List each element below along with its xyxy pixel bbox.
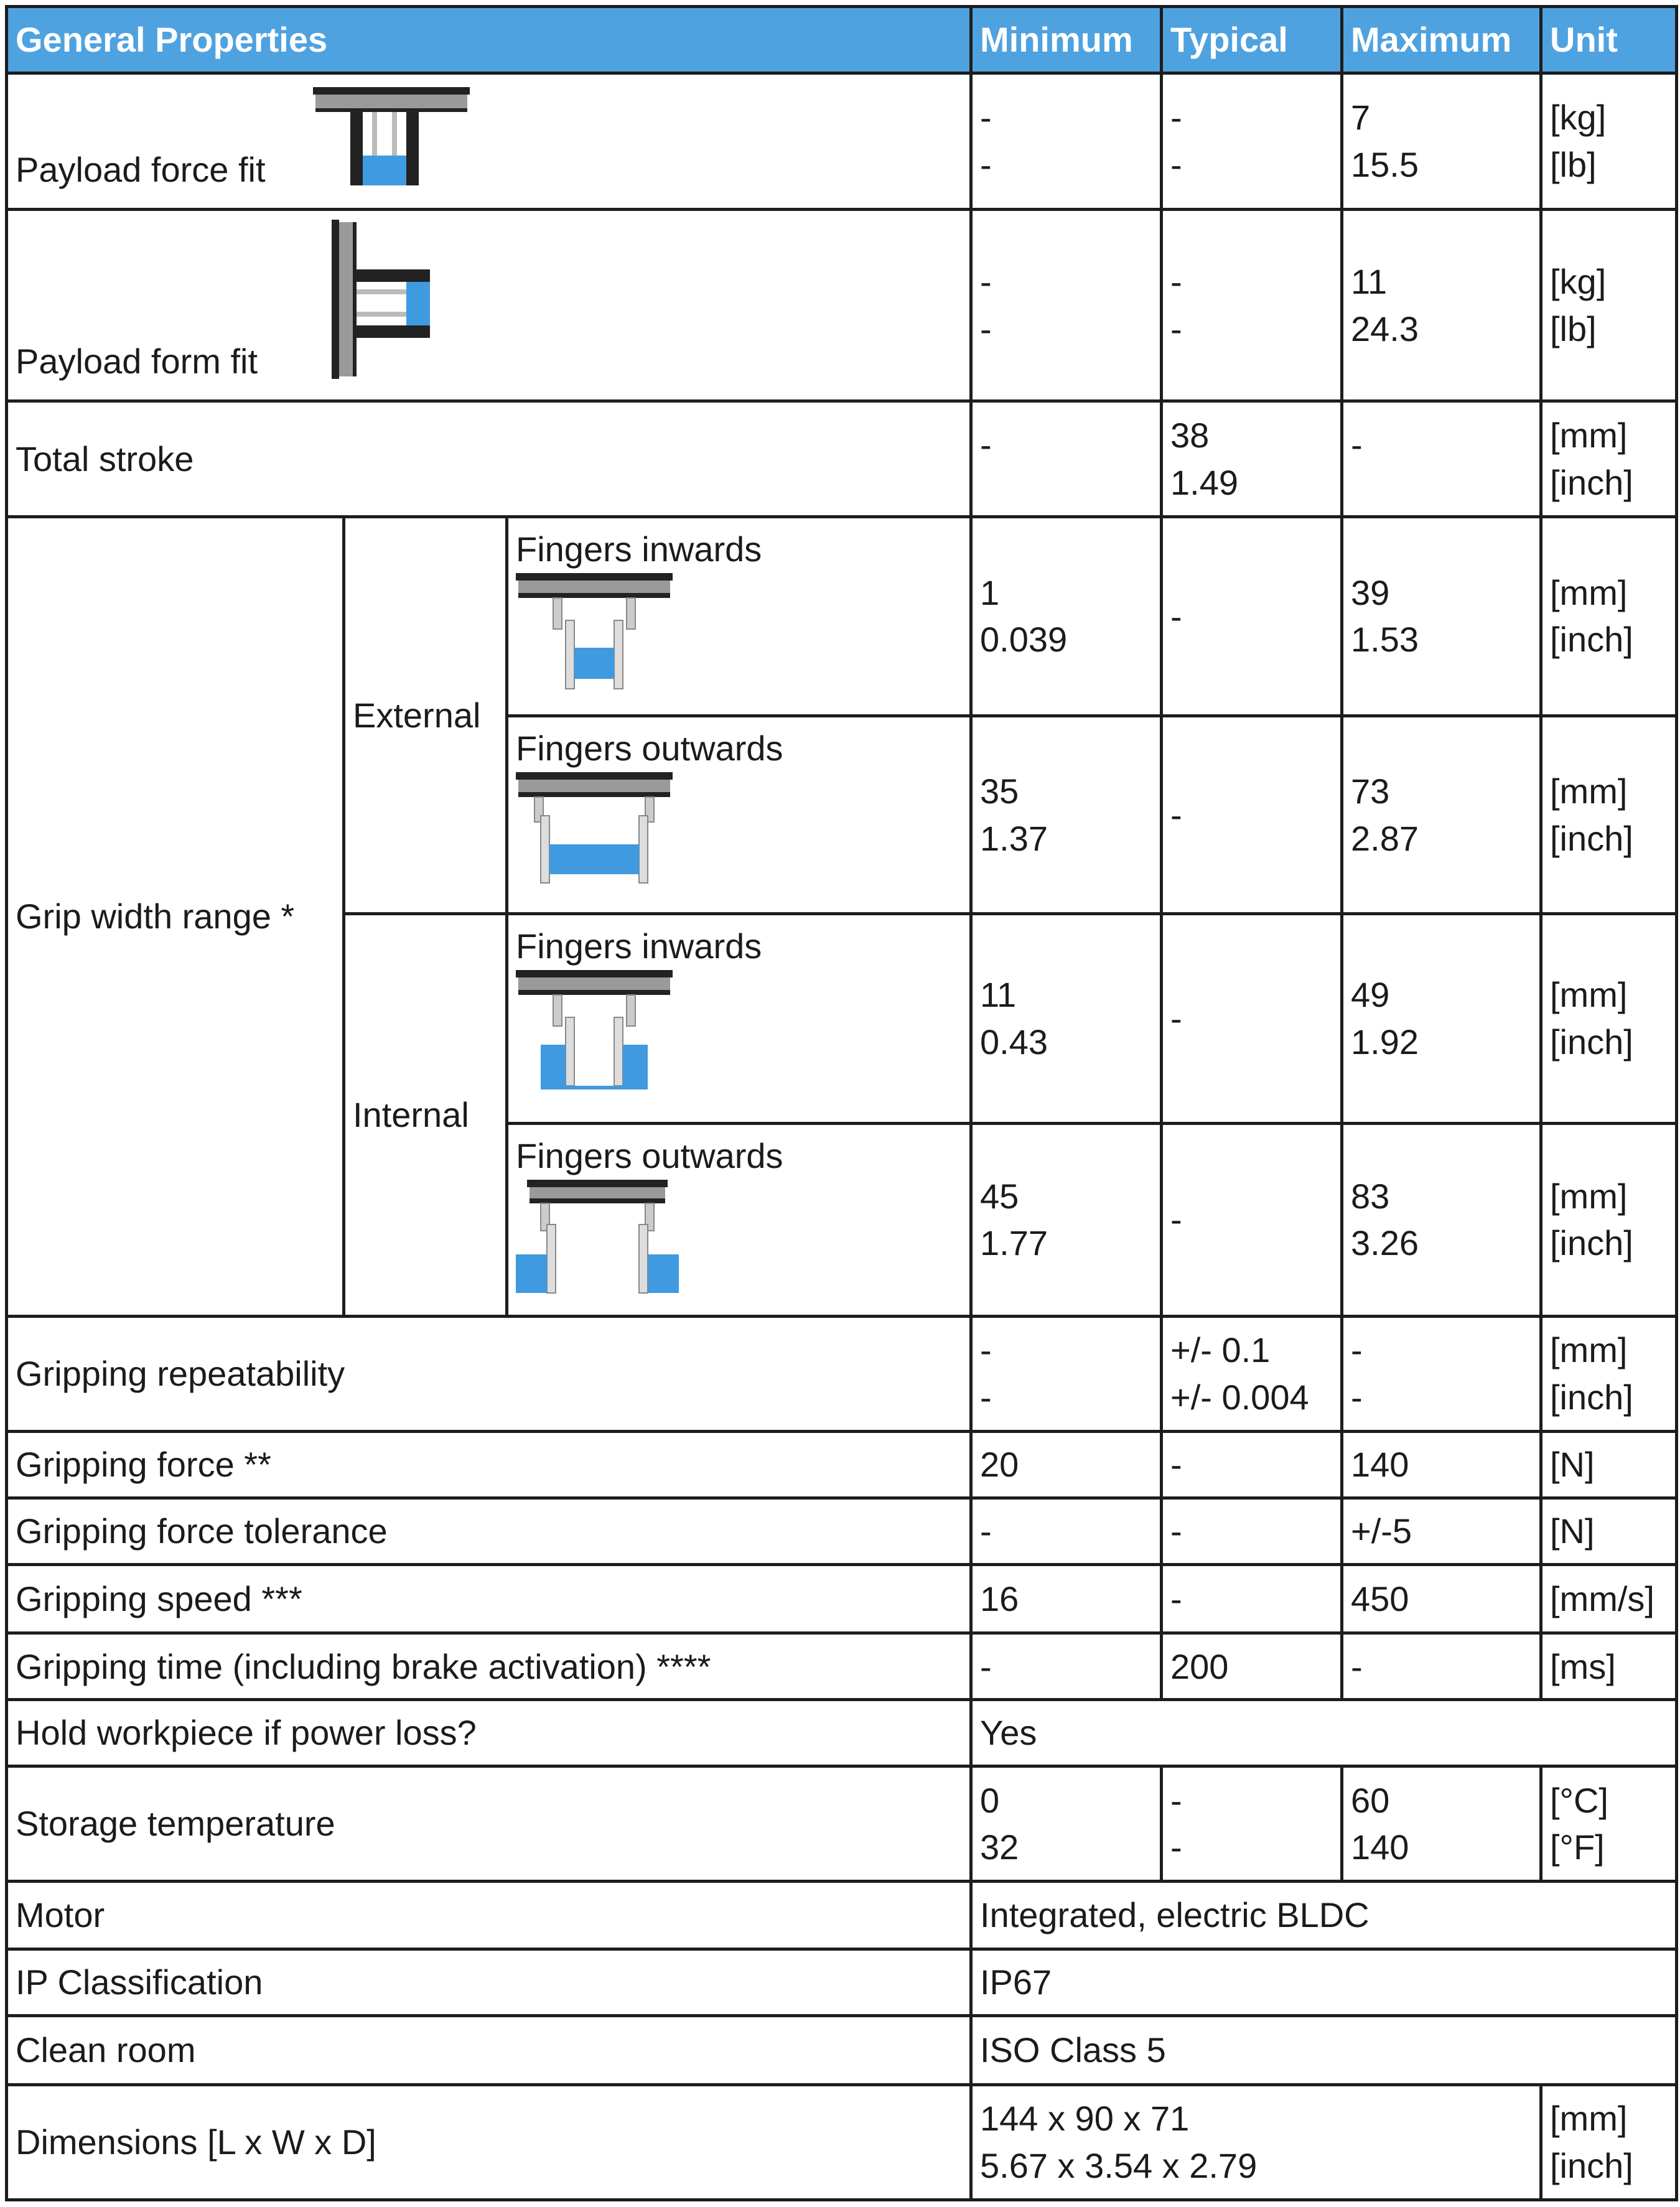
repeatability-unit: [1541, 1316, 1677, 1431]
unit-line: [mm]: [1550, 2099, 1628, 2139]
motor-value: Integrated, electric BLDC: [971, 1882, 1677, 1949]
value-line: 144 x 90 x 71: [980, 2099, 1190, 2139]
force-typ: -: [1162, 1432, 1342, 1498]
repeatability-min: [971, 1316, 1162, 1431]
payload-force-fit-label: Payload force fit: [16, 149, 266, 189]
payload-force-fit-cell: [7, 73, 971, 210]
row-gripping-force-tolerance: [7, 1498, 1677, 1564]
force-label: Gripping force **: [7, 1432, 971, 1498]
unit-line: [kg]: [1550, 262, 1607, 302]
storage-typ: [1162, 1766, 1342, 1881]
value-line: 0: [980, 1780, 1000, 1820]
storage-min: [971, 1766, 1162, 1881]
unit-line: [inch]: [1550, 818, 1633, 858]
ext-out-label: Fingers outwards: [516, 729, 783, 768]
ip-label: IP Classification: [7, 1949, 971, 2016]
gripper-internal-inwards-icon: [516, 970, 678, 1094]
repeatability-max: [1342, 1316, 1541, 1431]
row-dimensions: [7, 2084, 1677, 2200]
unit-line: [inch]: [1550, 620, 1633, 660]
value-line: -: [1170, 309, 1182, 348]
value-line: 3.26: [1351, 1223, 1419, 1263]
general-properties-table: [5, 5, 1678, 2201]
header-maximum: Maximum: [1342, 7, 1541, 73]
unit-line: [mm]: [1550, 1330, 1628, 1370]
header-general-properties: General Properties: [7, 7, 971, 73]
row-gripping-force: [7, 1432, 1677, 1498]
value-line: 5.67 x 3.54 x 2.79: [980, 2145, 1258, 2185]
row-clean-room: [7, 2015, 1677, 2084]
header-row: [7, 7, 1677, 73]
clean-value: ISO Class 5: [971, 2015, 1677, 2084]
value-line: 49: [1351, 975, 1390, 1015]
row-motor: [7, 1882, 1677, 1949]
total-stroke-typ: [1162, 401, 1342, 516]
value-line: 1.37: [980, 818, 1048, 858]
value-line: 35: [980, 772, 1019, 811]
value-line: -: [1170, 98, 1182, 138]
row-payload-form-fit: [7, 210, 1677, 401]
unit-line: [inch]: [1550, 1378, 1633, 1417]
speed-label: Gripping speed ***: [7, 1564, 971, 1633]
unit-line: [mm]: [1550, 975, 1628, 1015]
int-in-min: [971, 914, 1162, 1123]
ext-out-unit: [1541, 716, 1677, 914]
payload-force-fit-typ: [1162, 73, 1342, 210]
speed-max: 450: [1342, 1564, 1541, 1633]
force-tol-unit: [N]: [1541, 1498, 1677, 1564]
grip-external-label: External: [344, 516, 507, 914]
clean-label: Clean room: [7, 2015, 971, 2084]
value-line: 11: [1351, 262, 1388, 302]
value-line: 2.87: [1351, 818, 1419, 858]
value-line: -: [1170, 1780, 1182, 1820]
value-line: 1.53: [1351, 620, 1419, 660]
ext-in-label: Fingers inwards: [516, 529, 762, 569]
time-typ: 200: [1162, 1633, 1342, 1700]
ext-out-typ: -: [1162, 716, 1342, 914]
total-stroke-label: Total stroke: [7, 401, 971, 516]
value-line: 15.5: [1351, 145, 1419, 185]
int-out-cell: [507, 1123, 971, 1316]
unit-line: [inch]: [1550, 2145, 1633, 2185]
gripper-internal-outwards-icon: [516, 1180, 684, 1298]
speed-typ: -: [1162, 1564, 1342, 1633]
unit-line: [kg]: [1550, 98, 1607, 138]
row-hold-workpiece: [7, 1700, 1677, 1766]
time-label: Gripping time (including brake activation) ****: [7, 1633, 971, 1700]
value-line: -: [1170, 1827, 1182, 1867]
value-line: -: [1351, 1330, 1363, 1370]
int-out-min: [971, 1123, 1162, 1316]
unit-line: [°F]: [1550, 1827, 1605, 1867]
value-line: 140: [1351, 1827, 1409, 1867]
int-in-max: [1342, 914, 1541, 1123]
unit-line: [°C]: [1550, 1780, 1608, 1820]
total-stroke-max: -: [1342, 401, 1541, 516]
int-out-typ: -: [1162, 1123, 1342, 1316]
value-line: 39: [1351, 572, 1390, 612]
value-line: -: [1170, 145, 1182, 185]
ext-in-typ: -: [1162, 516, 1342, 716]
value-line: 0.43: [980, 1022, 1048, 1062]
dims-unit: [1541, 2084, 1677, 2200]
payload-form-fit-unit: [1541, 210, 1677, 401]
value-line: 32: [980, 1827, 1019, 1867]
grip-internal-label: Internal: [344, 914, 507, 1317]
payload-form-fit-min: [971, 210, 1162, 401]
force-tol-max: +/-5: [1342, 1498, 1541, 1564]
payload-form-fit-label: Payload form fit: [16, 341, 258, 381]
row-grip-external-inwards: [7, 516, 1677, 716]
force-min: 20: [971, 1432, 1162, 1498]
gripper-force-fit-icon: [313, 87, 475, 192]
repeatability-label: Gripping repeatability: [7, 1316, 971, 1431]
value-line: 38: [1170, 416, 1210, 455]
speed-unit: [mm/s]: [1541, 1564, 1677, 1633]
int-out-unit: [1541, 1123, 1677, 1316]
force-tol-typ: -: [1162, 1498, 1342, 1564]
value-line: -: [980, 309, 992, 348]
unit-line: [mm]: [1550, 416, 1628, 455]
time-min: -: [971, 1633, 1162, 1700]
gripper-external-outwards-icon: [516, 772, 678, 890]
ext-out-cell: [507, 716, 971, 914]
force-tol-min: -: [971, 1498, 1162, 1564]
row-total-stroke: [7, 401, 1677, 516]
value-line: 7: [1351, 98, 1371, 138]
value-line: 24.3: [1351, 309, 1419, 348]
time-max: -: [1342, 1633, 1541, 1700]
motor-label: Motor: [7, 1882, 971, 1949]
general-properties-sheet: [5, 5, 1675, 2201]
gripper-external-inwards-icon: [516, 573, 678, 691]
row-gripping-time: [7, 1633, 1677, 1700]
force-unit: [N]: [1541, 1432, 1677, 1498]
value-line: +/- 0.1: [1170, 1330, 1271, 1370]
row-gripping-repeatability: [7, 1316, 1677, 1431]
int-out-label: Fingers outwards: [516, 1136, 783, 1175]
storage-unit: [1541, 1766, 1677, 1881]
payload-form-fit-typ: [1162, 210, 1342, 401]
value-line: -: [1170, 262, 1182, 302]
unit-line: [inch]: [1550, 1223, 1633, 1263]
header-typical: Typical: [1162, 7, 1342, 73]
value-line: 60: [1351, 1780, 1390, 1820]
ext-in-max: [1342, 516, 1541, 716]
unit-line: [mm]: [1550, 772, 1628, 811]
row-gripping-speed: [7, 1564, 1677, 1633]
value-line: -: [980, 262, 992, 302]
value-line: 0.039: [980, 620, 1068, 660]
ext-in-cell: [507, 516, 971, 716]
payload-force-fit-max: [1342, 73, 1541, 210]
unit-line: [lb]: [1550, 309, 1597, 348]
time-unit: [ms]: [1541, 1633, 1677, 1700]
value-line: -: [980, 98, 992, 138]
total-stroke-min: -: [971, 401, 1162, 516]
int-in-unit: [1541, 914, 1677, 1123]
total-stroke-unit: [1541, 401, 1677, 516]
int-in-typ: -: [1162, 914, 1342, 1123]
force-max: 140: [1342, 1432, 1541, 1498]
value-line: 45: [980, 1176, 1019, 1216]
int-in-cell: [507, 914, 971, 1123]
value-line: 1: [980, 572, 1000, 612]
force-tol-label: Gripping force tolerance: [7, 1498, 971, 1564]
payload-force-fit-min: [971, 73, 1162, 210]
value-line: -: [980, 1378, 992, 1417]
repeatability-typ: [1162, 1316, 1342, 1431]
row-ip-classification: [7, 1949, 1677, 2016]
header-unit: Unit: [1541, 7, 1677, 73]
value-line: -: [980, 1330, 992, 1370]
value-line: 1.92: [1351, 1022, 1419, 1062]
storage-label: Storage temperature: [7, 1766, 971, 1881]
dims-value: [971, 2084, 1541, 2200]
ip-value: IP67: [971, 1949, 1677, 2016]
value-line: 1.77: [980, 1223, 1048, 1263]
value-line: +/- 0.004: [1170, 1378, 1309, 1417]
value-line: 11: [980, 975, 1017, 1015]
payload-force-fit-unit: [1541, 73, 1677, 210]
ext-in-unit: [1541, 516, 1677, 716]
ext-in-min: [971, 516, 1162, 716]
unit-line: [inch]: [1550, 1022, 1633, 1062]
hold-label: Hold workpiece if power loss?: [7, 1700, 971, 1766]
value-line: 83: [1351, 1176, 1390, 1216]
row-storage-temperature: [7, 1766, 1677, 1881]
storage-max: [1342, 1766, 1541, 1881]
ext-out-max: [1342, 716, 1541, 914]
gripper-form-fit-icon: [332, 220, 444, 381]
hold-value: Yes: [971, 1700, 1677, 1766]
unit-line: [inch]: [1550, 462, 1633, 502]
grip-width-range-label: Grip width range *: [7, 516, 344, 1316]
payload-form-fit-cell: [7, 210, 971, 401]
int-out-max: [1342, 1123, 1541, 1316]
row-payload-force-fit: [7, 73, 1677, 210]
int-in-label: Fingers inwards: [516, 926, 762, 966]
unit-line: [lb]: [1550, 145, 1597, 185]
unit-line: [mm]: [1550, 1176, 1628, 1216]
value-line: 1.49: [1170, 462, 1238, 502]
value-line: 73: [1351, 772, 1390, 811]
speed-min: 16: [971, 1564, 1162, 1633]
header-minimum: Minimum: [971, 7, 1162, 73]
dims-label: Dimensions [L x W x D]: [7, 2084, 971, 2200]
payload-form-fit-max: [1342, 210, 1541, 401]
ext-out-min: [971, 716, 1162, 914]
value-line: -: [1351, 1378, 1363, 1417]
unit-line: [mm]: [1550, 572, 1628, 612]
value-line: -: [980, 145, 992, 185]
